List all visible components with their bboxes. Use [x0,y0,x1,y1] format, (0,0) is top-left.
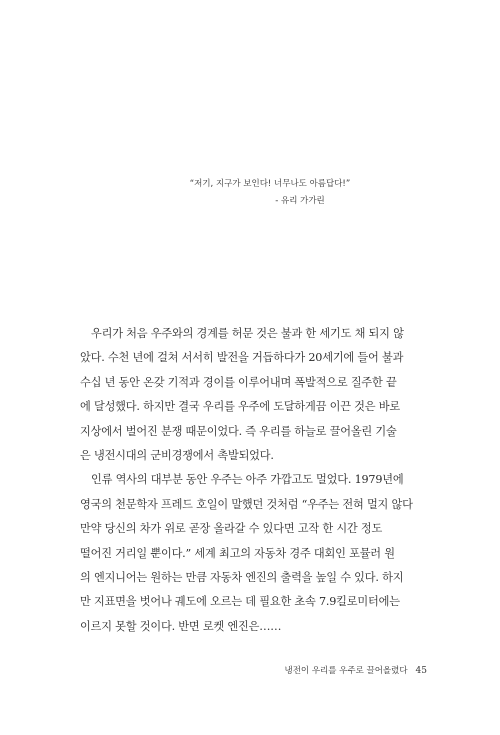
epigraph-quote: “저기, 지구가 보인다! 너무나도 아름답다!” [189,179,351,189]
paragraph-2-line-4: 떨어진 거리일 뿐이다.” 세계 최고의 자동차 경주 대회인 포뮬러 원 [80,546,395,560]
page-number: 45 [415,666,427,676]
body-text [80,322,422,639]
running-footer [284,664,427,676]
paragraph-1-line-6: 은 냉전시대의 군비경쟁에서 촉발되었다. [80,448,274,462]
epigraph [0,176,500,210]
paragraph-2-line-6: 만 지표면을 벗어나 궤도에 오르는 데 필요한 초속 7.9킬로미터에는 [80,595,400,609]
paragraph-2-line-5: 의 엔지니어는 원하는 만큼 자동차 엔진의 출력을 높일 수 있다. 하지 [80,570,404,584]
paragraph-2-line-1: 인류 역사의 대부분 동안 우주는 아주 가깝고도 멀었다. 1979년에 [91,473,404,487]
paragraph-1-line-1: 우리가 처음 우주와의 경계를 허문 것은 불과 한 세기도 채 되지 않 [91,327,404,340]
paragraph-1-line-5: 지상에서 벌어진 분쟁 때문이었다. 즉 우리를 하늘로 끌어올린 기술 [80,424,397,438]
running-title: 냉전이 우리를 우주로 끌어올렸다 [284,666,408,676]
epigraph-author: - 유리 가가린 [275,196,325,206]
paragraph-1-line-4: 에 달성했다. 하지만 결국 우리를 우주에 도달하게끔 이끈 것은 바로 [80,400,400,414]
paragraph-1-line-3: 수십 년 동안 온갖 기적과 경이를 이루어내며 폭발적으로 질주한 끝 [80,375,397,389]
paragraph-2-line-7: 이르지 못할 것이다. 반면 로켓 엔진은…… [80,619,282,633]
paragraph-1-line-2: 았다. 수천 년에 걸쳐 서서히 발전을 거듭하다가 20세기에 들어 불과 [80,351,404,365]
paragraph-2-line-3: 만약 당신의 차가 위로 곧장 올라갈 수 있다면 고작 한 시간 정도 [80,522,383,536]
paragraph-2-line-2: 영국의 천문학자 프레드 호일이 말했던 것처럼 “우주는 전혀 멀지 않다 [80,497,413,511]
